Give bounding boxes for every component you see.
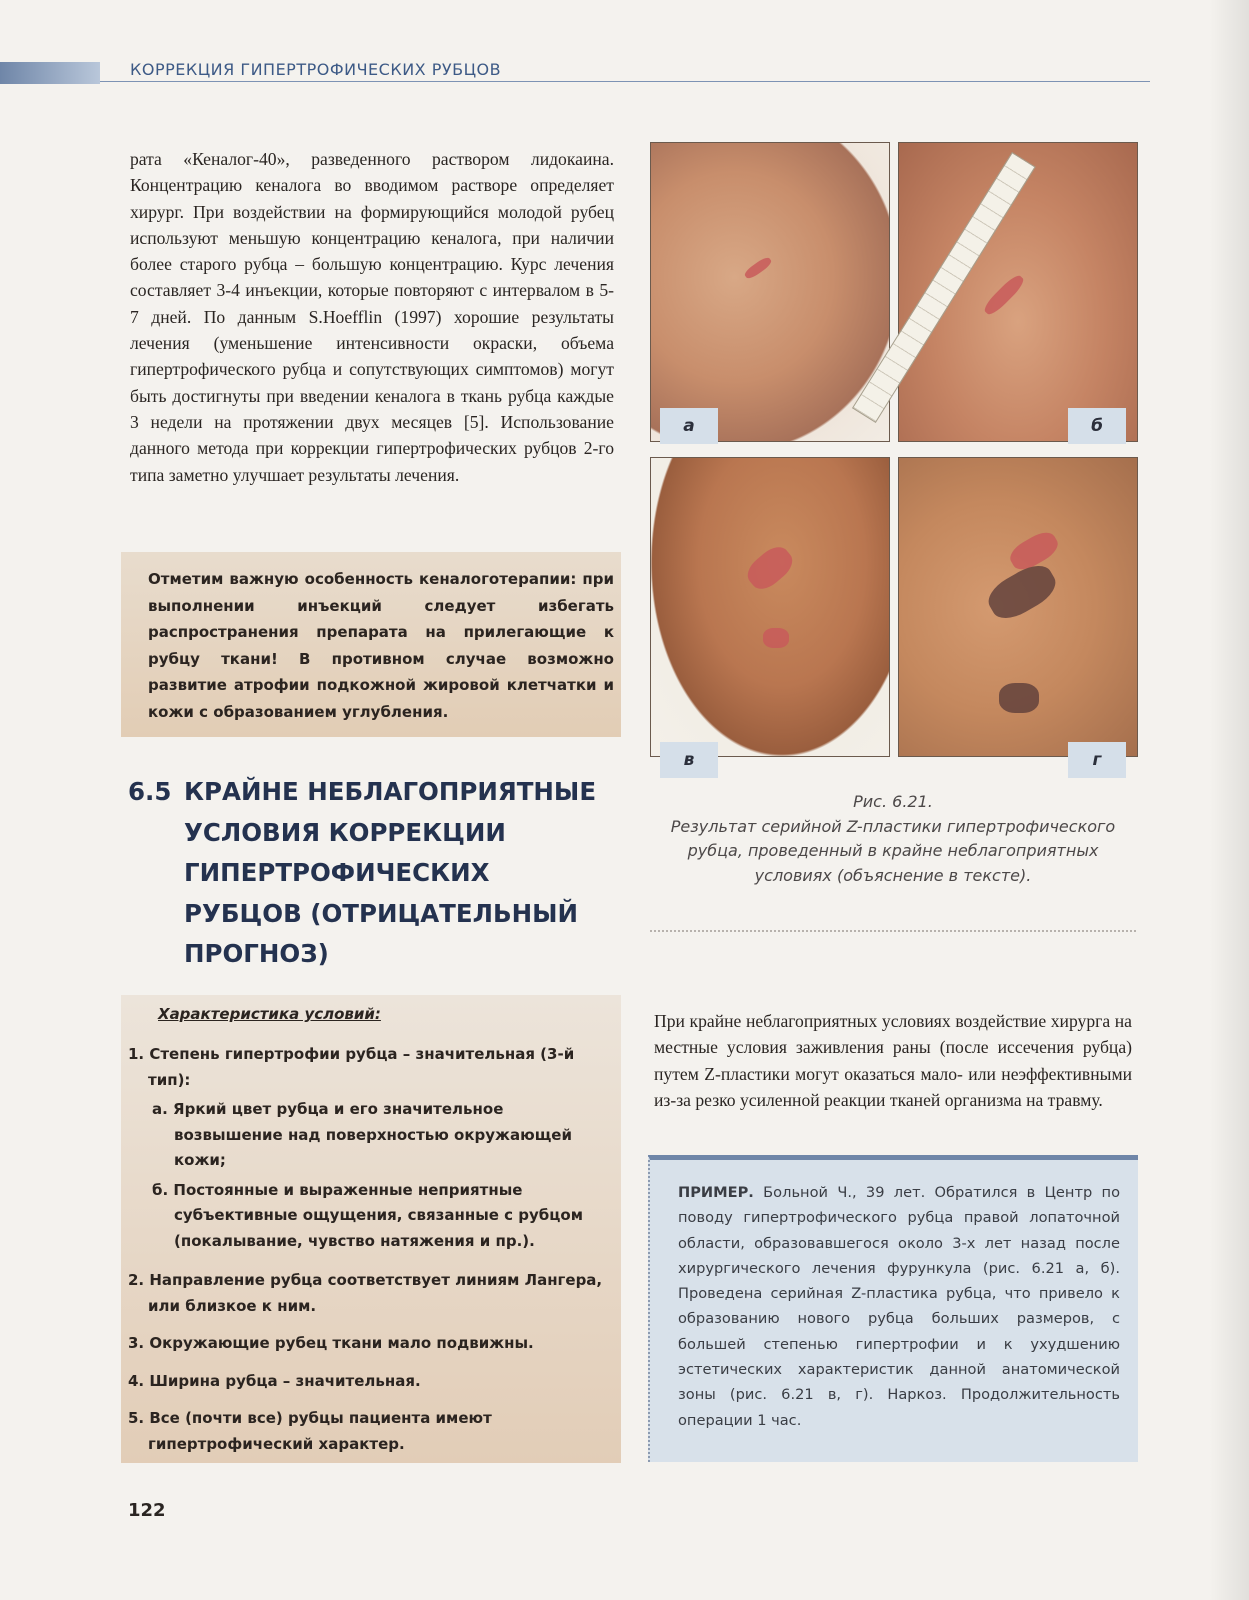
condition-item-5: 5. Все (почти все) рубцы пациента имеют гипертрофический характер. [128, 1409, 492, 1453]
scar-mark [742, 541, 798, 595]
caption-divider [650, 930, 1136, 936]
section-title-line-2: УСЛОВИЯ КОРРЕКЦИИ [184, 817, 506, 847]
section-title-line-3: ГИПЕРТРОФИЧЕСКИХ [184, 858, 490, 887]
example-lead: ПРИМЕР. [678, 1184, 754, 1201]
figure-photo-d [898, 457, 1138, 757]
condition-item-1: 1. Степень гипертрофии рубца – значительная (3-й тип): [128, 1045, 575, 1089]
figure-caption-text: Результат серийной Z-пластики гипертрофического рубца, проведенный в крайне неблагоприятных условиях (объяснение в тексте). [670, 816, 1116, 885]
section-title-line-1: КРАЙНЕ НЕБЛАГОПРИЯТНЫЕ [184, 777, 597, 806]
example-block [678, 1180, 1120, 1433]
conditions-heading: Характеристика условий: [158, 1005, 381, 1023]
figure-photo-a [650, 142, 890, 442]
page-shadow [1209, 0, 1249, 1600]
conditions-list [128, 1042, 608, 1469]
condition-item-1b: б. Постоянные и выраженные неприятные субъективные ощущения, связанные с рубцом (покалывание, чувство натяжения и пр.). [152, 1180, 583, 1250]
section-title-line-4: РУБЦОВ (ОТРИЦАТЕЛЬНЫЙ [184, 898, 579, 928]
page-number: 122 [128, 1500, 166, 1521]
figure-label-g: г [1068, 742, 1126, 778]
header-rule [100, 81, 1150, 82]
scar-mark [999, 683, 1039, 713]
scar-mark [763, 628, 789, 648]
important-note: Отметим важную особенность кеналоготерапии: при выполнении инъекций следует избегать распространения препарата на прилегающие к рубцу ткани! В противном случае возможно развитие атрофии подкожной жировой клетчатки и кожи с образованием углубления. [148, 570, 614, 721]
example-text: Больной Ч., 39 лет. Обратился в Центр по поводу гипертрофического рубца правой лопаточной области, образовавшегося около 3-х лет назад после хирургического лечения фурункула (рис. 6.21 а, б). Проведена серийная Z-пластика рубца, что привело к образованию нового рубца больших размеров, с большей степенью гипертрофии и к ухудшению эстетических характеристик данной анатомической зоны (рис. 6.21 в, г). Наркоз. Продолжительность операции 1 час. [678, 1184, 1120, 1429]
running-header: КОРРЕКЦИЯ ГИПЕРТРОФИЧЕСКИХ РУБЦОВ [130, 60, 502, 79]
section-heading [128, 772, 608, 975]
section-title-line-5: ПРОГНОЗ) [184, 939, 329, 968]
figure-caption-number: Рис. 6.21. [853, 792, 933, 811]
figure-label-a: а [660, 408, 718, 444]
body-paragraph: рата «Кеналог-40», разведенного раствором лидокаина. Концентрацию кеналога во вводимом растворе определяет хирург. При воздействии на формирующийся молодой рубец используют меньшую концентрацию кеналога, при наличии более старого рубца – большую концентрацию. Курс лечения составляет 3-4 инъекции, которые повторяют с интервалом в 5-7 дней. По данным S.Hoefflin (1997) хорошие результаты лечения (уменьшение интенсивности окраски, объема гипертрофического рубца и сопутствующих симптомов) могут быть достигнуты при введении кеналога в ткань рубца каждые 3 недели на протяжении двух месяцев [5]. Использование данного метода при коррекции гипертрофических рубцов 2-го типа заметно улучшает результаты лечения. [130, 149, 614, 485]
condition-item-1a: а. Яркий цвет рубца и его значительное возвышение над поверхностью окружающей кожи; [152, 1100, 572, 1169]
scar-mark [743, 255, 773, 280]
header-accent-bar [0, 62, 100, 84]
section-number: 6.5 [128, 777, 172, 806]
condition-item-2: 2. Направление рубца соответствует линиям Лангера, или близкое к ним. [128, 1271, 603, 1315]
figure-label-b: б [1068, 408, 1126, 444]
condition-item-3: 3. Окружающие рубец ткани мало подвижны. [128, 1334, 534, 1352]
scar-mark [981, 272, 1026, 317]
figure-photo-c [650, 457, 890, 757]
right-paragraph: При крайне неблагоприятных условиях воздействие хирурга на местные условия заживления раны (после иссечения рубца) путем Z-пластики могут оказаться мало- или неэффективными из-за резко усиленной реакции тканей организма на травму. [654, 1011, 1132, 1110]
figure-caption [650, 790, 1136, 888]
condition-item-4: 4. Ширина рубца – значительная. [128, 1371, 421, 1390]
figure-label-v: в [660, 742, 718, 778]
